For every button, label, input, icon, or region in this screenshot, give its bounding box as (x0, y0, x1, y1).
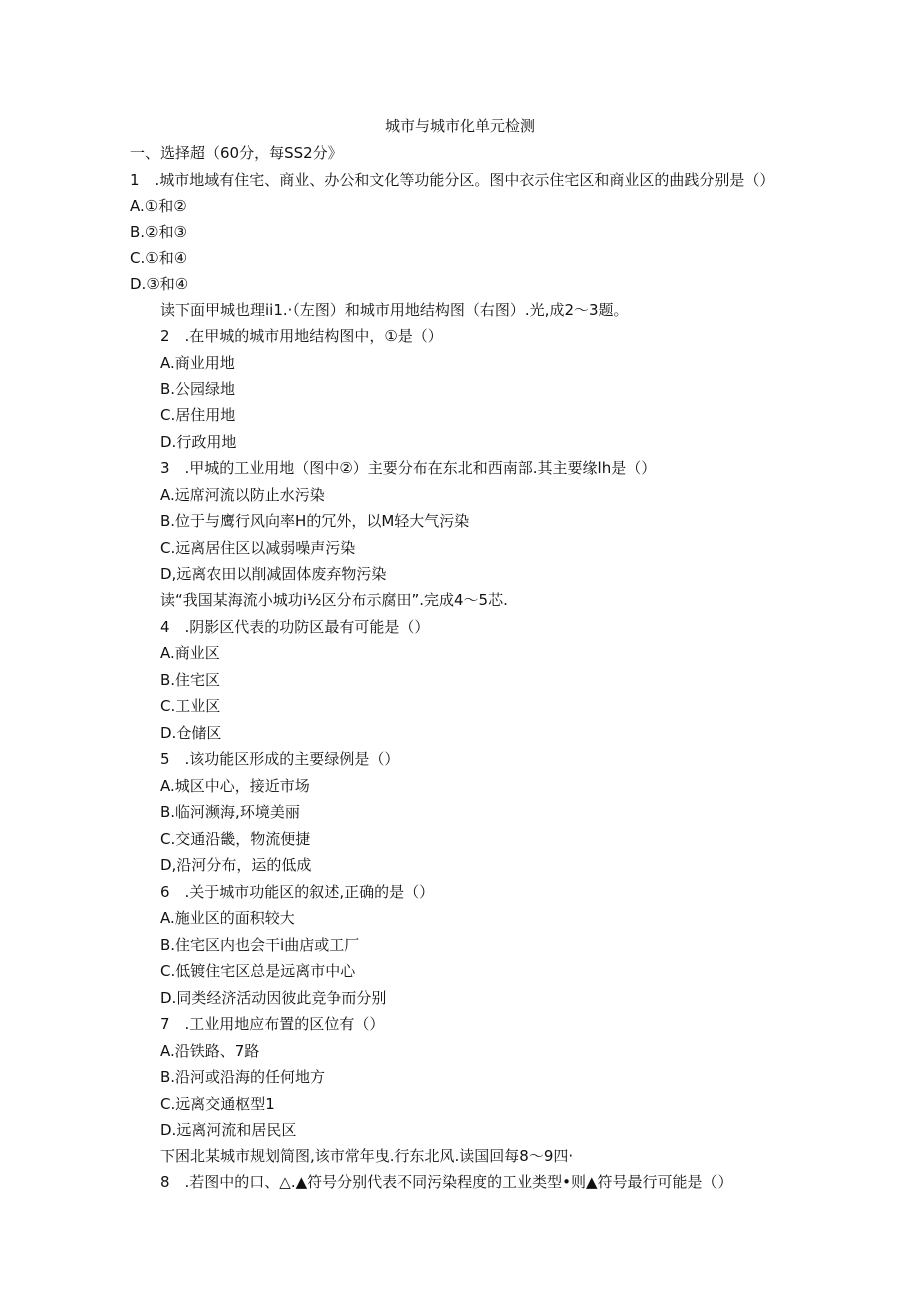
question-2: 2 .在甲城的城市用地结构图中，①是（） (160, 327, 443, 345)
q3-option-b: B.位于与鹰行风向率H的冗外，以M轻大气污染 (160, 512, 470, 530)
q6-option-d: D.同类经济活动因彼此竞争而分别 (160, 989, 387, 1007)
question-8: 8 .若图中的口、△.▲符号分别代表不同污染程度的工业类型•则▲符号最行可能是（） (160, 1173, 733, 1191)
q1-option-a: A.①和② (130, 197, 187, 215)
q6-option-c: C.低镀住宅区总是远离市中心 (160, 962, 356, 980)
q7-option-d: D.远离河流和居民区 (160, 1121, 297, 1139)
q5-option-a: A.城区中心，接近市场 (160, 777, 310, 795)
q7-option-a: A.沿铁路、7路 (160, 1042, 260, 1060)
q1-option-c: C.①和④ (130, 249, 188, 267)
q6-option-a: A.施业区的面积较大 (160, 909, 295, 927)
question-1: 1 .城市地域有住宅、商业、办公和文化等功能分区。图中衣示住宅区和商业区的曲践分别是（） (130, 171, 775, 189)
q7-option-b: B.沿河或沿海的任何地方 (160, 1068, 326, 1086)
q4-option-b: B.住宅区 (160, 671, 221, 689)
q3-option-a: A.远席河流以防止水污染 (160, 486, 325, 504)
question-6: 6 .关于城市功能区的叙述,正确的是（） (160, 883, 435, 901)
question-5: 5 .该功能区形成的主要绿例是（） (160, 750, 400, 768)
q2-option-d: D.行政用地 (160, 433, 237, 451)
q3-option-d: D,远离农田以削减固体废弃物污染 (160, 565, 387, 583)
q1-option-b: B.②和③ (130, 223, 187, 241)
reading-instruction-8-9: 下困北某城市规划简图,该市常年曳.行东北风.读国回每8〜9四· (160, 1147, 574, 1165)
q5-option-d: D,沿河分布，运的低成 (160, 856, 312, 874)
reading-instruction-4-5: 读“我国某海流小城功i½区分布示腐田”.完成4〜5芯. (160, 591, 508, 609)
question-7: 7 .工业用地应布置的区位有（） (160, 1015, 385, 1033)
q4-option-d: D.仓储区 (160, 724, 222, 742)
q2-option-c: C.居住用地 (160, 406, 236, 424)
q3-option-c: C.远离居住区以减弱噪声污染 (160, 539, 356, 557)
q5-option-b: B.临河濒海,环境美丽 (160, 803, 300, 821)
section-heading: 一、选择超（60分，每SS2分》 (130, 144, 343, 162)
q4-option-c: C.工业区 (160, 697, 221, 715)
document-title: 城市与城市化单元检测 (384, 117, 535, 135)
q7-option-c: C.远离交通枢型1 (160, 1095, 275, 1113)
q1-option-d: D.③和④ (130, 275, 189, 293)
q5-option-c: C.交通沿畿，物流便捷 (160, 830, 311, 848)
question-3: 3 .甲城的工业用地（图中②）主要分布在东北和西南部.其主要缘lh是（） (160, 459, 657, 477)
reading-instruction-2-3: 读下面甲城也理ii1.·（左图）和城市用地结构图（右图）.光,成2〜3题。 (160, 301, 629, 319)
q4-option-a: A.商业区 (160, 644, 220, 662)
q6-option-b: B.住宅区内也会干i曲店或工厂 (160, 936, 360, 954)
q2-option-a: A.商业用地 (160, 354, 235, 372)
q2-option-b: B.公园绿地 (160, 380, 236, 398)
question-4: 4 .阴影区代表的功防区最有可能是（） (160, 618, 430, 636)
